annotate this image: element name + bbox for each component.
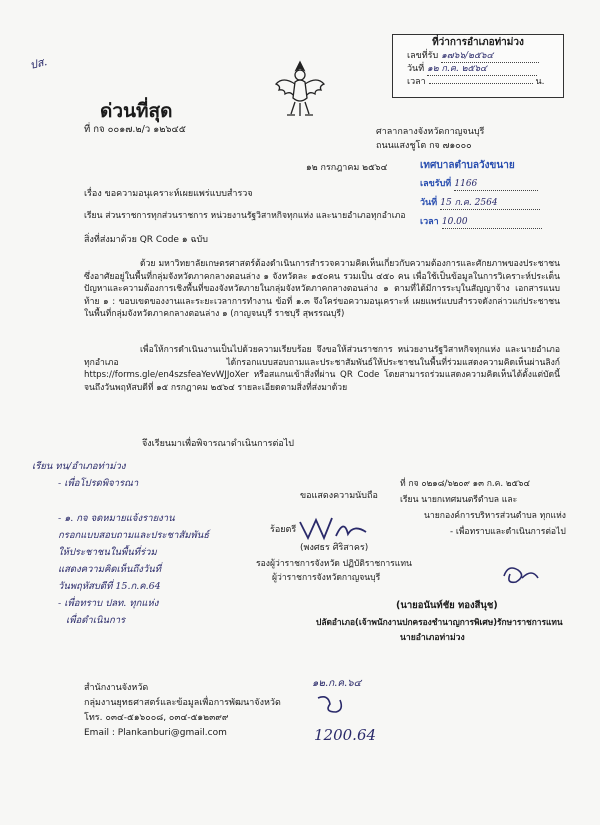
footer-tel: โทร. ๐๓๔-๕๑๖๐๐๘, ๐๓๔-๕๑๒๓๙๙ [84,713,229,723]
garuda-emblem-icon [273,58,327,120]
handwritten-line: แสดงความคิดเห็นถึงวันที่ [58,564,162,575]
handwritten-line: เพื่อดำเนินการ [66,615,126,626]
municipality-stamp-time: 10.00 [442,216,542,229]
recipient-line: เรียน ส่วนราชการทุกส่วนราชการ หน่วยงานรัฐวิสาหกิจทุกแห่ง และนายอำเภอทุกอำเภอ [84,211,406,221]
district-receive-stamp [392,34,564,98]
handwritten-line: - เพื่อทราบ ปลท. ทุกแห่ง [58,598,159,609]
municipality-receive-stamp [420,160,580,244]
district-note-position2: นายอำเภอท่าม่วง [400,633,465,643]
footer-group: กลุ่มงานยุทธศาสตร์และข้อมูลเพื่อการพัฒนาจังหวัด [84,698,281,708]
sender-address-line1: ศาลากลางจังหวัดกาญจนบุรี [376,127,485,137]
enclosure-line: สิ่งที่ส่งมาด้วย QR Code ๑ ฉบับ [84,235,208,245]
stamp-receive-no: ๑๗๖๖/๒๕๖๔ [441,50,539,63]
footer-email: Email : Plankanburi@gmail.com [84,728,227,738]
margin-handwriting: ปส. [28,55,49,72]
stamp-time-label: เวลา [407,77,426,87]
municipality-stamp-no-label: เลขรับที่ [420,179,452,189]
district-note-name: (นายอนันท์ชัย ทองสีนุช) [396,600,498,611]
document-date: ๑๒ กรกฎาคม ๒๕๖๔ [306,163,388,173]
municipality-stamp-no: 1166 [454,178,538,191]
stamp-receive-no-label: เลขที่รับ [407,51,439,61]
handwritten-date: ๑๒.ก.ค.๖๔ [312,678,362,689]
sender-address-line2: ถนนแสงชูโต กจ ๗๑๐๐๐ [376,141,472,151]
body-paragraph-1: ด้วย มหาวิทยาลัยเกษตรศาสตร์ต้องดำเนินการสำรวจความคิดเห็นเกี่ยวกับความต้องการและศักยภาพของประชาชน ซึ่งอาศัยอยู่ในพื้นที่กลุ่มจังหวัดภาคกลางตอนล่าง ๑ จังหวัดละ ๑๕๐คน รวมเป็น ๔๕๐ คน เพื่อใช้เป็นข้อมูลในการวิเคราะห์ประเด็นปัญหาและความต้องการเชิงพื้นที่ของจังหวัดภายในกลุ่มจังหวัดภาคกลางตอนล่าง ๑ ตามที่ได้มีการระบุในสัญญาจ้าง เอกสารแนบท้าย ๑ : ขอบเขตของงานและระยะเวลาการทำงาน ข้อที่ ๑.๓ จึงใคร่ขอความอนุเคราะห์ เผยแพร่แบบสำรวจดังกล่าวแก่ประชาชนในพื้นที่กลุ่มจังหวัดภาคกลางตอนล่าง ๑ (กาญจนบุรี ราชบุรี สุพรรณบุรี) [84,259,560,319]
handwritten-line: เรียน ทน/อำเภอท่าม่วง [32,461,126,472]
closing-regards: ขอแสดงความนับถือ [300,491,378,501]
district-note-doc-no: ที่ กจ ๐๒๑๘/๖๒๐๙ ๑๓ ก.ค. ๒๕๖๔ [400,479,530,489]
municipality-stamp-date: 15 ก.ค. 2564 [440,197,540,210]
handwritten-number: 1200.64 [314,726,377,744]
handwritten-line: วันพฤหัสบดีที่ 15.ก.ค.64 [58,581,161,592]
stamp-date-label: วันที่ [407,64,425,74]
district-note-position: ปลัดอำเภอ(เจ้าพนักงานปกครองชำนาญการพิเศษ)รักษาราชการแทน [316,617,563,627]
urgency-label: ด่วนที่สุด [100,100,173,122]
handwritten-line: ให้ประชาชนในพื้นที่ร่วม [58,547,157,558]
handwritten-initial-icon [312,692,352,718]
handwritten-line: กรอกแบบสอบถามและประชาสัมพันธ์ [58,530,210,541]
handwritten-notes [32,458,292,629]
stamp-time-suffix: น. [535,77,545,87]
body-paragraph-2: เพื่อให้การดำเนินงานเป็นไปด้วยความเรียบร้อย จึงขอให้ส่วนราชการ หน่วยงานรัฐวิสาหกิจทุกแห่ง และนายอำเภอทุกอำเภอ ได้กรอกแบบสอบถามและประชาสัมพันธ์ให้ประชาชนในพื้นที่ร่วมแสดงความคิดเห็นผ่านลิงก์ https://forms.gle/en4szsfeaYevWJJoXer หรือสแกนเข้าสิ่งที่ผ่าน QR Code โดยสามารถร่วมแสดงความคิดเห็นได้ตั้งแต่บัดนี้จนถึงวันพฤหัสบดีที่ ๑๕ กรกฎาคม ๒๕๖๔ รายละเอียดตามสิ่งที่ส่งมาด้วย [84,345,560,393]
municipality-stamp-time-label: เวลา [420,217,439,227]
municipality-stamp-date-label: วันที่ [420,198,438,208]
footer-office: สำนักงานจังหวัด [84,683,149,693]
signer-name: (พงศธร ศิริสาคร) [300,543,369,553]
stamp-title: ที่ว่าการอำเภอท่าม่วง [432,37,524,48]
handwritten-line: - เพื่อโปรดพิจารณา [58,478,139,489]
district-note-to2: นายกองค์การบริหารส่วนตำบล ทุกแห่ง [424,511,566,521]
handwritten-line: - ๑. กจ จดหมายแจ้งรายงาน [58,513,175,524]
document-number: ที่ กจ ๐๐๑๗.๒/ว ๑๒๖๔๕ [84,124,186,135]
closing-request: จึงเรียนมาเพื่อพิจารณาดำเนินการต่อไป [142,439,295,449]
signer-position-line1: รองผู้ว่าราชการจังหวัด ปฏิบัติราชการแทน [256,559,412,569]
signature-graphic-icon [296,514,376,542]
district-note-purpose: - เพื่อทราบและดำเนินการต่อไป [450,527,566,537]
municipality-stamp-title: เทศบาลตำบลวังขนาย [420,160,515,171]
signer-position-line2: ผู้ว่าราชการจังหวัดกาญจนบุรี [272,573,381,583]
subject-line: เรื่อง ขอความอนุเคราะห์เผยแพร่แบบสำรวจ [84,189,253,199]
district-note-to: เรียน นายกเทศมนตรีตำบล และ [400,495,518,505]
stamp-date: ๑๒ ก.ค. ๒๕๖๔ [427,63,537,76]
signer-rank: ร้อยตรี [270,525,297,535]
district-signature-icon [498,560,544,588]
